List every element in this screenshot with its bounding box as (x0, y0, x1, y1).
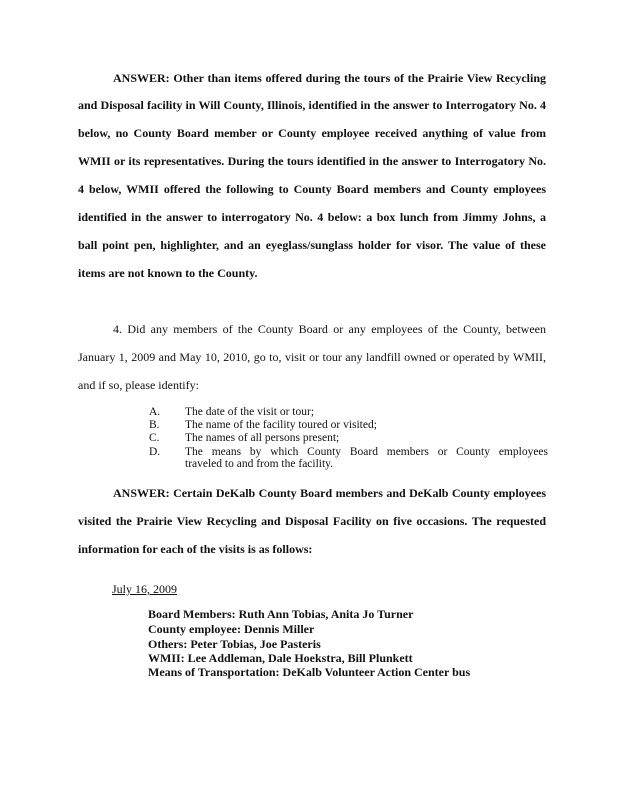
text-line: and if so, please identify: (78, 378, 199, 392)
text-line: items are not known to the County. (78, 266, 258, 280)
text-line: and Disposal facility in Will County, Illinois, identified in the answer to Interrogatory No. 4 (78, 98, 546, 112)
list-letter: A. (149, 406, 161, 418)
detail-transportation: Means of Transportation: DeKalb Volunteer Action Center bus (148, 665, 471, 679)
detail-board-members: Board Members: Ruth Ann Tobias, Anita Jo Turner (148, 607, 414, 621)
text-line: identified in the answer to interrogatory No. 4 below: a box lunch from Jimmy Johns, a (78, 210, 546, 224)
text-line: information for each of the visits is as follows: (78, 542, 313, 556)
text-line: 4 below, WMII offered the following to County Board members and County employees (78, 182, 546, 196)
text-line: ANSWER: Other than items offered during the tours of the Prairie View Recycling (113, 71, 546, 85)
text-line: ball point pen, highlighter, and an eyeglass/sunglass holder for visor. The value of these (78, 238, 546, 252)
visit-date: July 16, 2009 (112, 582, 178, 596)
list-text: The name of the facility toured or visited; (185, 419, 377, 431)
list-letter: D. (149, 446, 161, 458)
detail-wmii: WMII: Lee Addleman, Dale Hoekstra, Bill Plunkett (148, 651, 413, 665)
text-line: below, no County Board member or County employee received anything of value from (78, 126, 546, 140)
list-text: The means by which County Board members or County employees (185, 446, 548, 458)
detail-county-employee: County employee: Dennis Miller (148, 622, 315, 636)
list-letter: B. (149, 419, 160, 431)
text-line: 4. Did any members of the County Board or any employees of the County, between (113, 322, 546, 336)
list-text: The names of all persons present; (185, 432, 340, 444)
list-letter: C. (149, 432, 160, 444)
text-line: January 1, 2009 and May 10, 2010, go to, visit or tour any landfill owned or operated by WMII, (78, 350, 546, 364)
detail-others: Others: Peter Tobias, Joe Pasteris (148, 637, 321, 651)
list-text-continued: traveled to and from the facility. (185, 458, 334, 470)
text-line: visited the Prairie View Recycling and Disposal Facility on five occasions. The requested (78, 514, 546, 528)
text-line: WMII or its representatives. During the tours identified in the answer to Interrogatory No. (78, 154, 546, 168)
list-text: The date of the visit or tour; (185, 406, 315, 418)
text-line: ANSWER: Certain DeKalb County Board members and DeKalb County employees (113, 486, 546, 500)
